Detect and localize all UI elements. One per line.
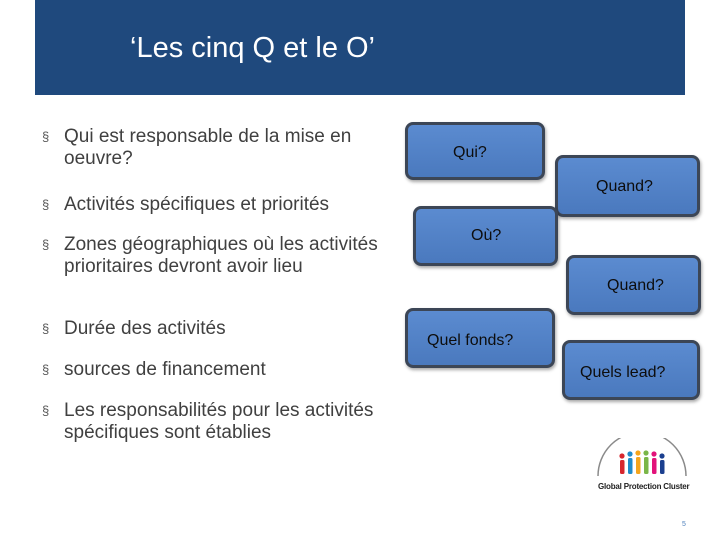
bullet-item (42, 359, 266, 381)
box-quand-1 (555, 155, 700, 217)
box-label: Où? (471, 227, 502, 244)
box-label: Quand? (596, 178, 653, 195)
bullet-item (42, 126, 402, 170)
slide-title: ‘Les cinq Q et le O’ (130, 32, 375, 64)
box-ou (413, 206, 558, 266)
bullet-mark: § (42, 321, 50, 336)
box-qui (405, 122, 545, 180)
title-bar (35, 0, 685, 95)
box-quand-2 (566, 255, 701, 315)
bullet-text: Activités spécifiques et priorités (64, 194, 330, 215)
bullet-text: Zones géographiques où les activités prioritaires devront avoir lieu (64, 234, 378, 277)
page-number: 5 (682, 521, 686, 528)
bullet-item (42, 194, 329, 216)
box-quel-fonds (405, 308, 555, 368)
logo-figures (619, 450, 664, 474)
logo-text: Global Protection Cluster (598, 482, 690, 491)
bullet-mark: § (42, 403, 50, 418)
bullet-text: Les responsabilités pour les activités spécifiques sont établies (64, 400, 374, 443)
bullet-item (42, 234, 402, 278)
bullet-mark: § (42, 362, 50, 377)
box-label: Qui? (453, 144, 487, 161)
bullet-text: sources de financement (64, 359, 266, 380)
logo-arc (598, 438, 686, 476)
bullet-text: Durée des activités (64, 318, 226, 339)
box-label: Quel fonds? (427, 332, 514, 349)
bullet-text: Qui est responsable de la mise en oeuvre? (64, 126, 352, 169)
bullet-item (42, 318, 226, 340)
box-label: Quels lead? (580, 364, 666, 381)
box-label: Quand? (607, 277, 664, 294)
bullet-mark: § (42, 197, 50, 212)
bullet-mark: § (42, 237, 50, 252)
bullet-mark: § (42, 129, 50, 144)
box-quels-lead (562, 340, 700, 400)
bullet-item (42, 400, 402, 444)
